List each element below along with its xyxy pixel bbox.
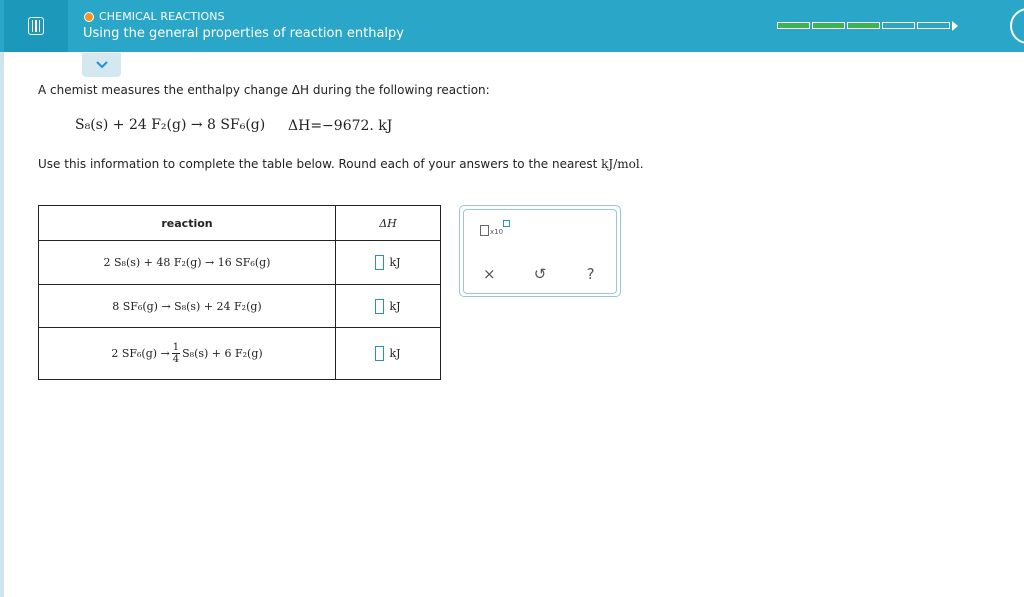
- progress-segment: [847, 22, 880, 29]
- dh-input-row1[interactable]: [375, 255, 384, 270]
- reaction-cell: 8 SF₆(g) → S₈(s) + 24 F₂(g): [39, 285, 336, 328]
- table-row: [39, 241, 441, 285]
- fraction: [172, 342, 180, 365]
- math-palette: [459, 205, 621, 297]
- dh-input-row2[interactable]: [375, 299, 384, 314]
- reaction-cell: 2 S₈(s) + 48 F₂(g) → 16 SF₆(g): [39, 241, 336, 285]
- account-button[interactable]: [1010, 8, 1024, 44]
- table-row: [39, 328, 441, 380]
- unit-label: kJ: [389, 256, 401, 269]
- instruction-prefix: Use this information to complete the table below. Round each of your answers to the nearest: [38, 157, 602, 171]
- dh-header-label: ΔH: [379, 216, 397, 230]
- progress-segment: [882, 22, 915, 29]
- reaction-column-header: reaction: [39, 206, 336, 241]
- scientific-notation-button[interactable]: [480, 225, 510, 236]
- undo-button[interactable]: ↺: [533, 265, 547, 283]
- answer-cell: [336, 328, 441, 380]
- progress-bar: [777, 22, 958, 31]
- exponent-box-icon: [503, 220, 510, 227]
- fraction-numerator: 1: [172, 342, 180, 353]
- instruction-text: [38, 157, 644, 171]
- reaction-left: 2 SF₆(g) →: [111, 347, 170, 360]
- progress-segment: [917, 22, 950, 29]
- reaction-cell: [39, 328, 336, 380]
- progress-segment: [777, 22, 810, 29]
- x10-label: x10: [490, 228, 504, 236]
- clear-button[interactable]: ×: [483, 265, 496, 283]
- given-reaction: S₈(s) + 24 F₂(g) → 8 SF₆(g): [75, 117, 266, 133]
- question-intro: A chemist measures the enthalpy change ΔH during the following reaction:: [38, 83, 490, 97]
- page-title: Using the general properties of reaction enthalpy: [83, 26, 404, 41]
- instruction-unit: kJ/mol: [601, 157, 640, 171]
- instruction-suffix: .: [639, 157, 644, 171]
- status-dot-icon: [84, 12, 94, 22]
- chevron-down-icon: [96, 61, 108, 69]
- given-enthalpy: ΔH=−9672. kJ: [288, 118, 393, 134]
- header-bar: [0, 0, 1024, 52]
- menu-icon: [28, 17, 44, 35]
- category-label: CHEMICAL REACTIONS: [99, 10, 225, 23]
- progress-segment: [812, 22, 845, 29]
- help-button[interactable]: ?: [586, 265, 595, 283]
- breadcrumb: [84, 10, 225, 23]
- table-row: [39, 285, 441, 328]
- fraction-denominator: 4: [172, 354, 180, 365]
- menu-button[interactable]: [4, 0, 68, 52]
- reaction-table: [38, 205, 441, 380]
- expand-button[interactable]: [82, 53, 121, 77]
- unit-label: kJ: [389, 299, 401, 313]
- left-edge-strip: [0, 52, 4, 597]
- base-box-icon: [480, 225, 489, 236]
- dh-column-header: [336, 206, 441, 241]
- palette-inner: [463, 209, 617, 294]
- dh-input-row3[interactable]: [375, 346, 384, 361]
- unit-label: kJ: [389, 347, 401, 360]
- answer-cell: [336, 285, 441, 328]
- palette-actions: [464, 265, 616, 283]
- progress-end-arrow-icon: [952, 21, 958, 31]
- reaction-right: S₈(s) + 6 F₂(g): [182, 347, 263, 360]
- answer-cell: [336, 241, 441, 285]
